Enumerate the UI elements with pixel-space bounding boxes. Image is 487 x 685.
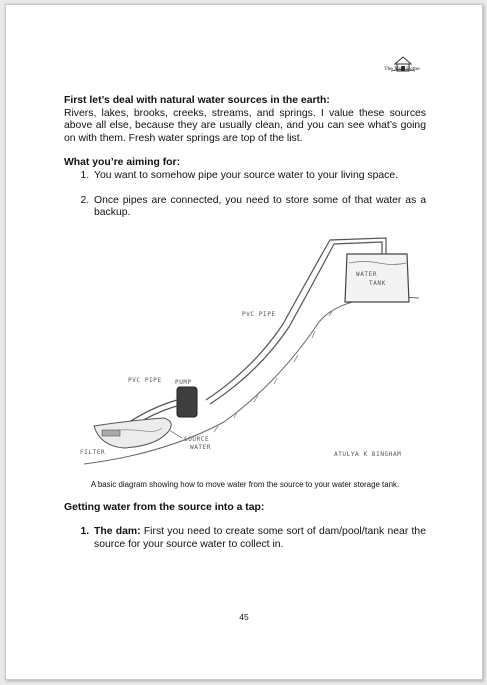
steps-list bbox=[64, 526, 426, 551]
tank-label-line2: TANK bbox=[369, 279, 386, 287]
water-system-sketch bbox=[64, 232, 426, 478]
aims-list-item: 1. You want to somehow pipe your source water to your living space. bbox=[92, 170, 426, 183]
source-label-line1: SOURCE bbox=[184, 435, 210, 443]
content bbox=[64, 95, 426, 552]
aims-list-item: 2. Once pipes are connected, you need to store some of that water as a backup. bbox=[92, 195, 426, 220]
step-term: The dam: bbox=[94, 526, 141, 538]
document-page bbox=[5, 4, 483, 680]
pump-label: PUMP bbox=[175, 378, 192, 386]
figure-caption: A basic diagram showing how to move water from the source to your water storage tank. bbox=[90, 479, 400, 489]
house-logo-icon bbox=[381, 49, 425, 79]
section-body-natural-sources: Rivers, lakes, brooks, creeks, streams, and springs. I value these sources above all else, because they are usually clean, and you can see what’s going on with them. Fresh water springs are top of the list. bbox=[64, 107, 426, 144]
tank-label-line1: WATER bbox=[356, 270, 378, 278]
aims-list bbox=[64, 170, 426, 220]
step-item bbox=[92, 526, 426, 551]
logo-text: The Mud Home bbox=[384, 67, 420, 72]
pipe-label-lower: PVC PIPE bbox=[128, 376, 162, 384]
step-text: First you need to create some sort of dam/pool/tank near the source for your source water to collect in. bbox=[94, 526, 426, 550]
section-heading-source-to-tap: Getting water from the source into a tap: bbox=[64, 501, 265, 513]
page-number: 45 bbox=[239, 612, 249, 622]
sketch-drawing bbox=[64, 232, 426, 478]
section-heading-aims: What you’re aiming for: bbox=[64, 157, 181, 169]
filter-label: FILTER bbox=[80, 448, 106, 456]
pipe-label-upper: PVC PIPE bbox=[242, 310, 276, 318]
section-heading-natural-sources: First let’s deal with natural water sources in the earth: bbox=[64, 95, 330, 106]
artist-signature: ATULYA K BINGHAM bbox=[334, 450, 402, 458]
source-label-line2: WATER bbox=[190, 443, 212, 451]
